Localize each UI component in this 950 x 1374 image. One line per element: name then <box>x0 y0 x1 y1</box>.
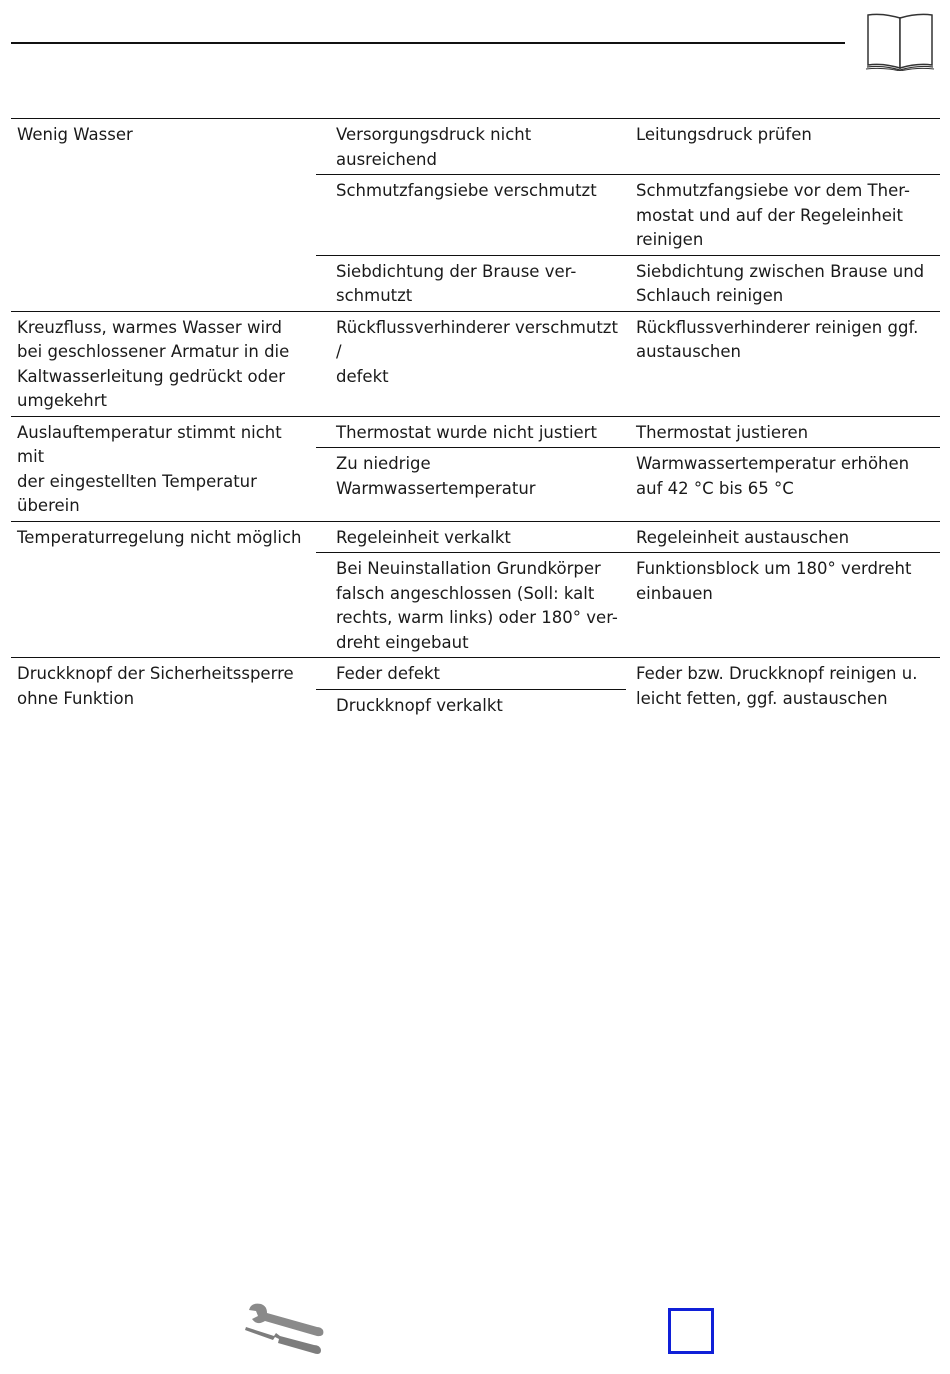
problem-cell: Wenig Wasser <box>17 125 133 144</box>
table-row <box>316 447 940 503</box>
table-row <box>316 658 940 720</box>
blue-square-icon <box>668 1308 714 1354</box>
cause-cell: Versorgungsdruck nicht ausreichend <box>336 125 532 169</box>
table-row <box>316 417 940 448</box>
remedy-cell: Regeleinheit austauschen <box>636 527 850 547</box>
remedy-cell: Thermostat justieren <box>636 422 809 442</box>
cause-cell: Feder defekt <box>336 664 441 683</box>
remedy-cell: Schmutzfangsiebe vor dem Ther- mostat und auf der Regeleinheit reinigen <box>636 181 910 249</box>
remedy-cell: Warmwassertemperatur erhöhen auf 42 °C bis 65 °C <box>636 454 910 498</box>
cause-cell: Zu niedrige Warmwassertemperatur <box>336 454 536 498</box>
remedy-cell: Siebdichtung zwischen Brause und Schlauch reinigen <box>636 261 925 305</box>
problem-cell: Kreuzfluss, warmes Wasser wird bei geschlossener Armatur in die Kaltwasserleitung gedrückt oder umgekehrt <box>17 317 290 410</box>
cause-cell: Siebdichtung der Brause ver- schmutzt <box>336 261 577 305</box>
remedy-cell: Funktionsblock um 180° verdreht einbauen <box>636 559 912 603</box>
header-rule <box>11 42 845 44</box>
cause-cell: Bei Neuinstallation Grundkörper falsch angeschlossen (Soll: kalt rechts, warm links) oder 180° ver- dreht eingebaut <box>336 559 618 652</box>
troubleshooting-table <box>11 118 940 720</box>
table-row <box>316 522 940 553</box>
table-row <box>316 119 940 174</box>
remedy-cell: Feder bzw. Druckknopf reinigen u. leicht fetten, ggf. austauschen <box>636 664 918 708</box>
table-group <box>11 657 940 720</box>
table-row <box>316 552 940 657</box>
cause-cell: Druckknopf verkalkt <box>316 689 626 721</box>
table-row <box>316 255 940 311</box>
table-group <box>11 118 940 311</box>
remedy-cell: Rückflussverhinderer reinigen ggf. austauschen <box>636 317 919 361</box>
problem-cell: Druckknopf der Sicherheitssperre ohne Funktion <box>17 664 294 708</box>
wrench-screwdriver-icon <box>243 1300 327 1358</box>
cause-cell: Schmutzfangsiebe verschmutzt <box>336 181 597 200</box>
table-group <box>11 521 940 658</box>
cause-cell: Rückflussverhinderer verschmutzt / defekt <box>336 317 618 386</box>
book-icon <box>865 13 935 71</box>
problem-cell: Temperaturregelung nicht möglich <box>17 527 302 547</box>
cause-cell: Regeleinheit verkalkt <box>336 527 511 547</box>
table-row <box>316 312 940 392</box>
cause-cell: Thermostat wurde nicht justiert <box>336 422 597 442</box>
problem-cell: Auslauftemperatur stimmt nicht mit der eingestellten Temperatur überein <box>17 422 282 515</box>
remedy-cell: Leitungsdruck prüfen <box>636 125 812 144</box>
table-group <box>11 311 940 416</box>
table-group <box>11 416 940 521</box>
table-row <box>316 174 940 255</box>
